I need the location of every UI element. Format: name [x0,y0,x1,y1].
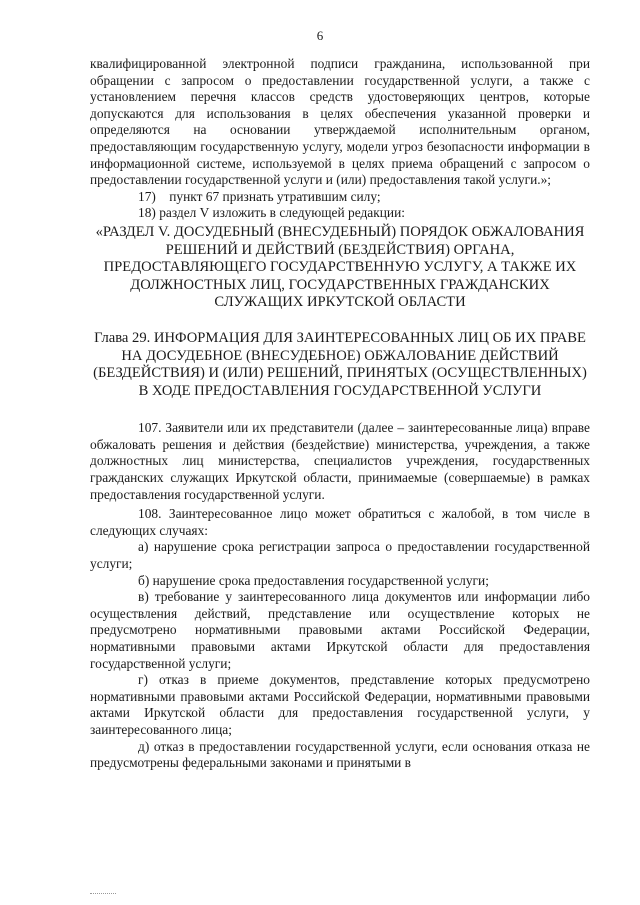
list-item-d: д) отказ в предоставлении государственной услуги, если основания отказа не предусмотрены федеральными законами и принятыми в [90,738,590,771]
chapter-heading: Глава 29. ИНФОРМАЦИЯ ДЛЯ ЗАИНТЕРЕСОВАННЫХ ЛИЦ ОБ ИХ ПРАВЕ НА ДОСУДЕБНОЕ (ВНЕСУДЕБНОЕ) ОБЖАЛОВАНИЕ ДЕЙСТВИЙ (БЕЗДЕЙСТВИЯ) И (ИЛИ) РЕШЕНИЙ, ПРИНЯТЫХ (ОСУЩЕСТВЛЕННЫХ) В ХОДЕ ПРЕДОСТАВЛЕНИЯ ГОСУДАРСТВЕННОЙ УСЛУГИ [93,329,587,399]
footer-divider [90,893,116,894]
paragraph-item-17: 17) пункт 67 признать утратившим силу; [138,188,381,204]
paragraph-item-18: 18) раздел V изложить в следующей редакции: [138,205,405,221]
list-item-b: б) нарушение срока предоставления государственной услуги; [138,572,489,588]
paragraph-108: 108. Заинтересованное лицо может обратиться с жалобой, в том числе в следующих случаях: [90,506,590,538]
paragraph-continuation: квалифицированной электронной подписи гражданина, использованной при обращении с запросом о предоставлении государственной услуги, а также с установлением перечня классов средств удостоверяющих центров, которые допускаются для использования в целях обеспечения указанной проверки и определяются на основании утверждаемой исполнительным органом, предоставляющим государственную услугу, модели угроз безопасности информации в информационной системе, используемой в целях приема обращений с запросом о предоставлении государственной услуги и (или) предоставления такой услуги.»; [90,56,590,188]
list-item-a: а) нарушение срока регистрации запроса о предоставлении государственной услуги; [90,539,590,572]
document-body [90,56,590,772]
paragraph-107: 107. Заявители или их представители (далее – заинтересованные лица) вправе обжаловать решения и действия (бездействие) министерства, учреждения, а также должностных лиц министерства, специалистов учреждения, государственных гражданских служащих Иркутской области, принимаемые (совершаемые) в рамках предоставления государственной услуги. [90,420,590,502]
list-item-g: г) отказ в приеме документов, представление которых предусмотрено нормативными правовыми актами Российской Федерации, нормативными правовыми актами Иркутской области для предоставления государственной услуги, у заинтересованного лица; [90,672,590,737]
list-item-v: в) требование у заинтересованного лица документов или информации либо осуществления действий, представление или осуществление которых не предусмотрено нормативными правовыми актами Российской Федерации, нормативными правовыми актами Иркутской области для предоставления государственной услуги; [90,589,590,671]
section-heading: «РАЗДЕЛ V. ДОСУДЕБНЫЙ (ВНЕСУДЕБНЫЙ) ПОРЯДОК ОБЖАЛОВАНИЯ РЕШЕНИЙ И ДЕЙСТВИЙ (БЕЗДЕЙСТВИЯ) ОРГАНА, ПРЕДОСТАВЛЯЮЩЕГО ГОСУДАРСТВЕННУЮ УСЛУГУ, А ТАКЖЕ ИХ ДОЛЖНОСТНЫХ ЛИЦ, ГОСУДАРСТВЕННЫХ ГРАЖДАНСКИХ СЛУЖАЩИХ ИРКУТСКОЙ ОБЛАСТИ [95,223,585,311]
page-number: 6 [316,28,324,43]
